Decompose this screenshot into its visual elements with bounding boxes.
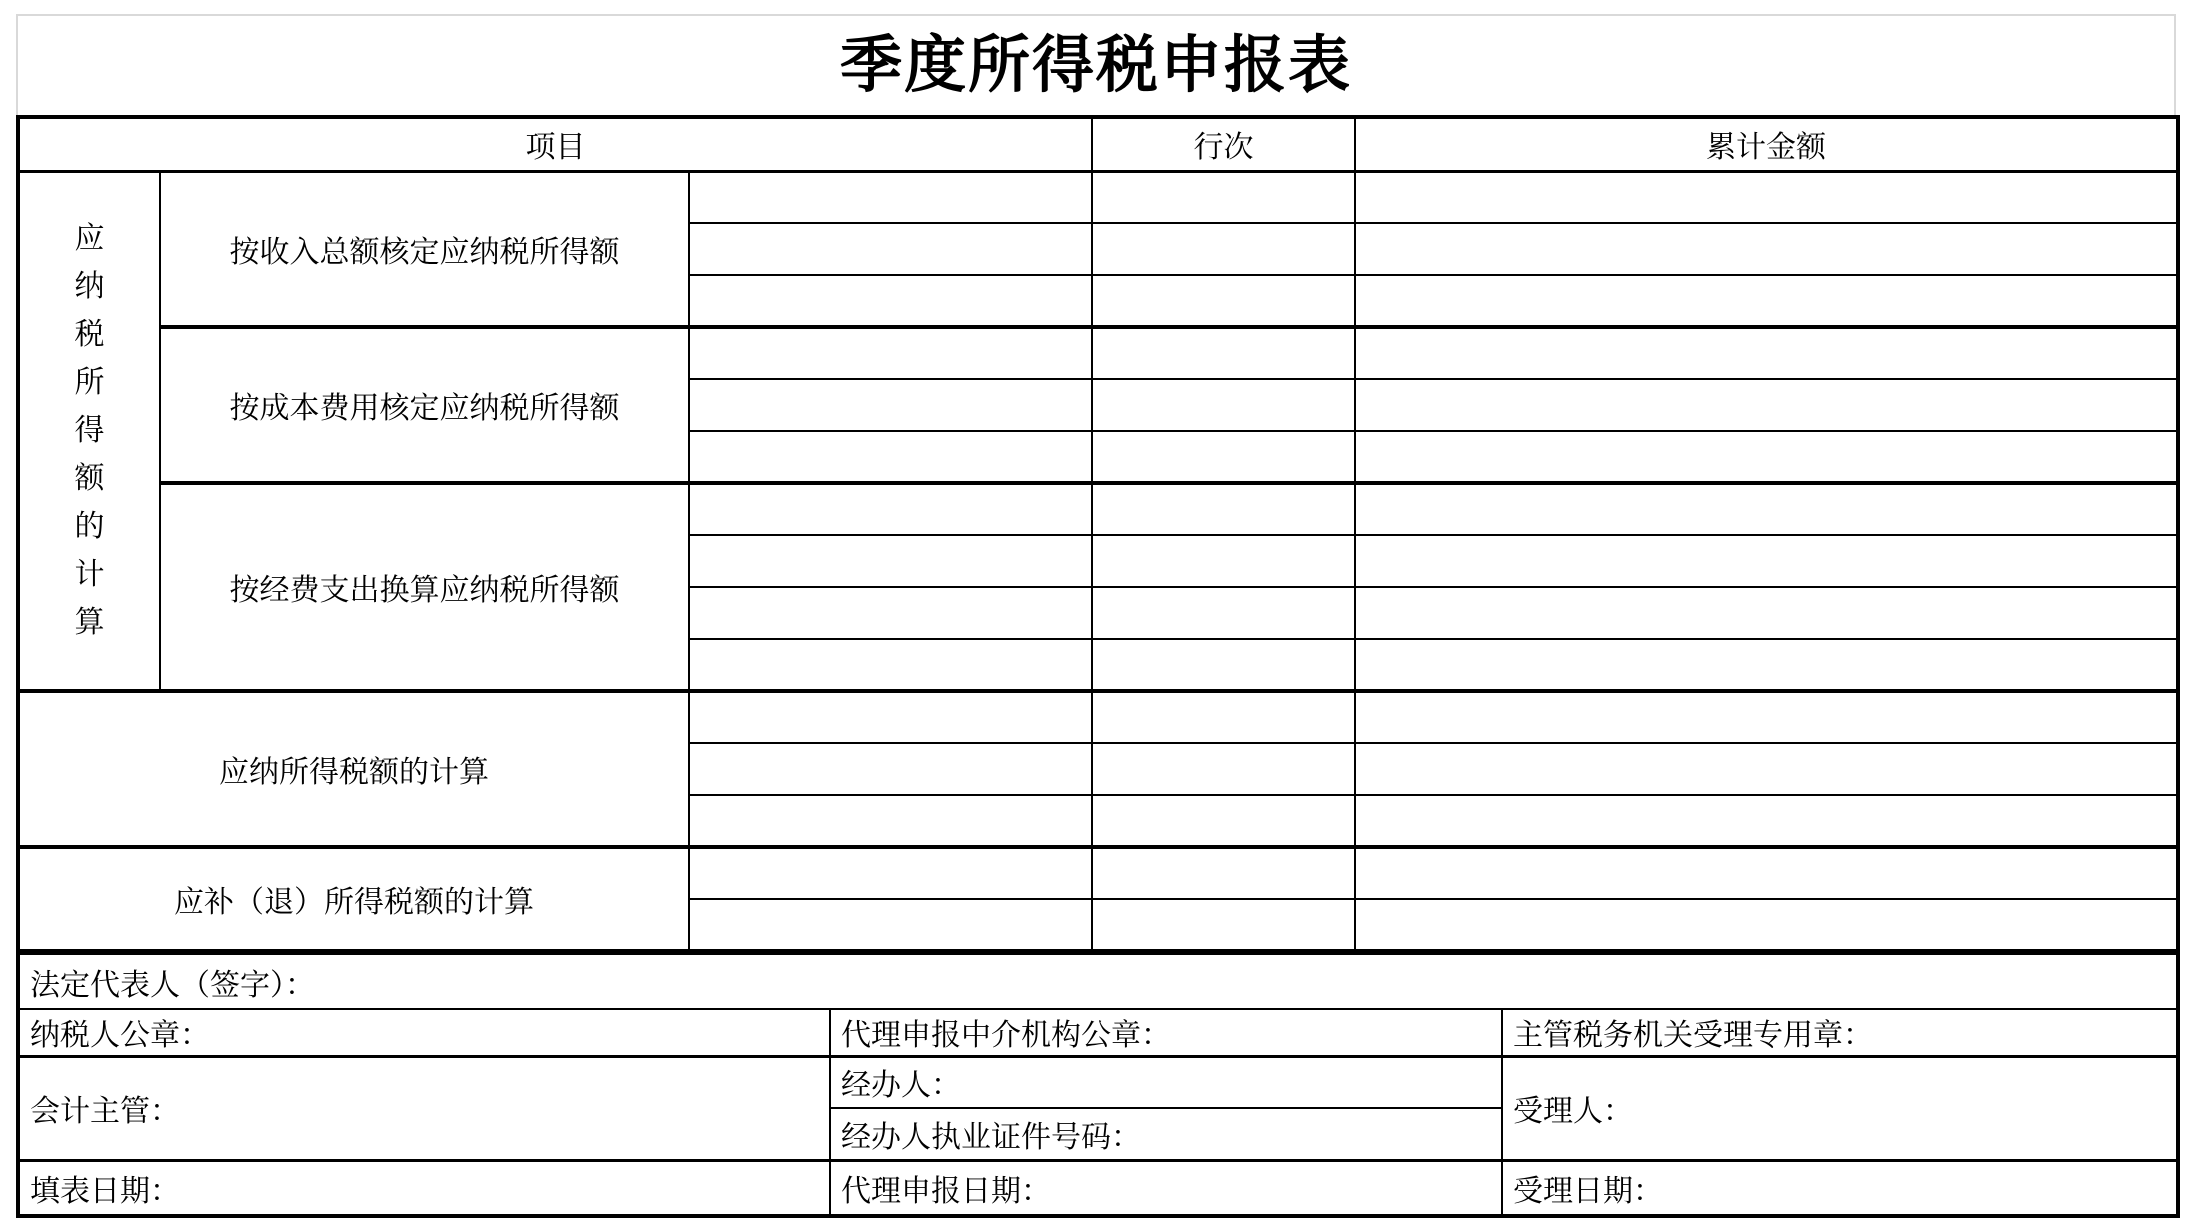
line-number-cell[interactable] <box>1092 483 1355 535</box>
item-blank-cell[interactable] <box>689 483 1092 535</box>
accounting-supervisor-label: 会计主管： <box>30 1095 180 1128</box>
taxpayer-seal-label: 纳税人公章： <box>30 1019 210 1053</box>
acceptance-date-label: 受理日期： <box>1513 1174 1663 1208</box>
item-blank-cell[interactable] <box>689 431 1092 483</box>
line-number-cell[interactable] <box>1092 327 1355 379</box>
item-blank-cell[interactable] <box>689 743 1092 795</box>
section-label-tax-refund: 应补（退）所得税额的计算 <box>18 847 689 951</box>
item-blank-cell[interactable] <box>689 379 1092 431</box>
accounting-supervisor-cell[interactable] <box>18 1056 830 1160</box>
group-label-income-based: 按收入总额核定应纳税所得额 <box>160 171 689 327</box>
item-blank-cell[interactable] <box>689 223 1092 275</box>
amount-cell[interactable] <box>1355 847 2178 899</box>
handler-cell[interactable] <box>830 1056 1502 1108</box>
line-number-cell[interactable] <box>1092 535 1355 587</box>
agency-seal-cell[interactable] <box>830 1009 1502 1056</box>
item-blank-cell[interactable] <box>689 639 1092 691</box>
amount-cell[interactable] <box>1355 327 2178 379</box>
acceptance-date-cell[interactable] <box>1502 1160 2178 1216</box>
item-blank-cell[interactable] <box>689 535 1092 587</box>
fill-date-cell[interactable] <box>18 1160 830 1216</box>
line-number-cell[interactable] <box>1092 899 1355 951</box>
amount-cell[interactable] <box>1355 379 2178 431</box>
handler-certificate-cell[interactable] <box>830 1108 1502 1160</box>
amount-cell[interactable] <box>1355 171 2178 223</box>
line-number-cell[interactable] <box>1092 171 1355 223</box>
legal-representative-label: 法定代表人（签字）： <box>30 968 315 1002</box>
amount-cell[interactable] <box>1355 743 2178 795</box>
amount-cell[interactable] <box>1355 795 2178 847</box>
item-blank-cell[interactable] <box>689 691 1092 743</box>
item-blank-cell[interactable] <box>689 275 1092 327</box>
group-label-cost-based: 按成本费用核定应纳税所得额 <box>160 327 689 483</box>
amount-cell[interactable] <box>1355 691 2178 743</box>
item-blank-cell[interactable] <box>689 847 1092 899</box>
fill-date-label: 填表日期： <box>30 1174 180 1208</box>
item-blank-cell[interactable] <box>689 899 1092 951</box>
line-number-cell[interactable] <box>1092 743 1355 795</box>
item-blank-cell[interactable] <box>689 795 1092 847</box>
line-number-cell[interactable] <box>1092 847 1355 899</box>
item-blank-cell[interactable] <box>689 327 1092 379</box>
title-section <box>16 14 2176 115</box>
page-title: 季度所得税申报表 <box>839 30 1352 100</box>
agency-filing-date-cell[interactable] <box>830 1160 1502 1216</box>
agency-seal-label: 代理申报中介机构公章： <box>841 1019 1171 1053</box>
line-number-cell[interactable] <box>1092 691 1355 743</box>
col-header-line-number: 行次 <box>1092 117 1355 171</box>
signature-section <box>16 953 2180 1218</box>
amount-cell[interactable] <box>1355 587 2178 639</box>
agency-filing-date-label: 代理申报日期： <box>841 1174 1051 1208</box>
amount-cell[interactable] <box>1355 899 2178 951</box>
col-header-cumulative-amount: 累计金额 <box>1355 117 2178 171</box>
line-number-cell[interactable] <box>1092 587 1355 639</box>
item-blank-cell[interactable] <box>689 171 1092 223</box>
amount-cell[interactable] <box>1355 535 2178 587</box>
acceptor-cell[interactable] <box>1502 1056 2178 1160</box>
group-label-expense-based: 按经费支出换算应纳税所得额 <box>160 483 689 691</box>
item-blank-cell[interactable] <box>689 587 1092 639</box>
amount-cell[interactable] <box>1355 431 2178 483</box>
line-number-cell[interactable] <box>1092 795 1355 847</box>
handler-label: 经办人： <box>841 1069 961 1103</box>
taxpayer-seal-cell[interactable] <box>18 1009 830 1056</box>
tax-authority-seal-label: 主管税务机关受理专用章： <box>1513 1019 1873 1053</box>
handler-certificate-label: 经办人执业证件号码： <box>841 1120 1141 1154</box>
document-page <box>16 14 2176 1218</box>
vertical-section-label <box>18 171 160 691</box>
line-number-cell[interactable] <box>1092 431 1355 483</box>
tax-authority-seal-cell[interactable] <box>1502 1009 2178 1056</box>
legal-representative-cell[interactable] <box>18 954 2178 1009</box>
line-number-cell[interactable] <box>1092 379 1355 431</box>
acceptor-label: 受理人： <box>1513 1095 1633 1128</box>
vertical-section-label-text: 应纳税所得额的计算 <box>74 221 105 639</box>
tax-declaration-table <box>16 115 2180 953</box>
line-number-cell[interactable] <box>1092 275 1355 327</box>
amount-cell[interactable] <box>1355 275 2178 327</box>
line-number-cell[interactable] <box>1092 639 1355 691</box>
amount-cell[interactable] <box>1355 639 2178 691</box>
amount-cell[interactable] <box>1355 483 2178 535</box>
line-number-cell[interactable] <box>1092 223 1355 275</box>
amount-cell[interactable] <box>1355 223 2178 275</box>
section-label-tax-payable: 应纳所得税额的计算 <box>18 691 689 847</box>
col-header-item: 项目 <box>18 117 1092 171</box>
